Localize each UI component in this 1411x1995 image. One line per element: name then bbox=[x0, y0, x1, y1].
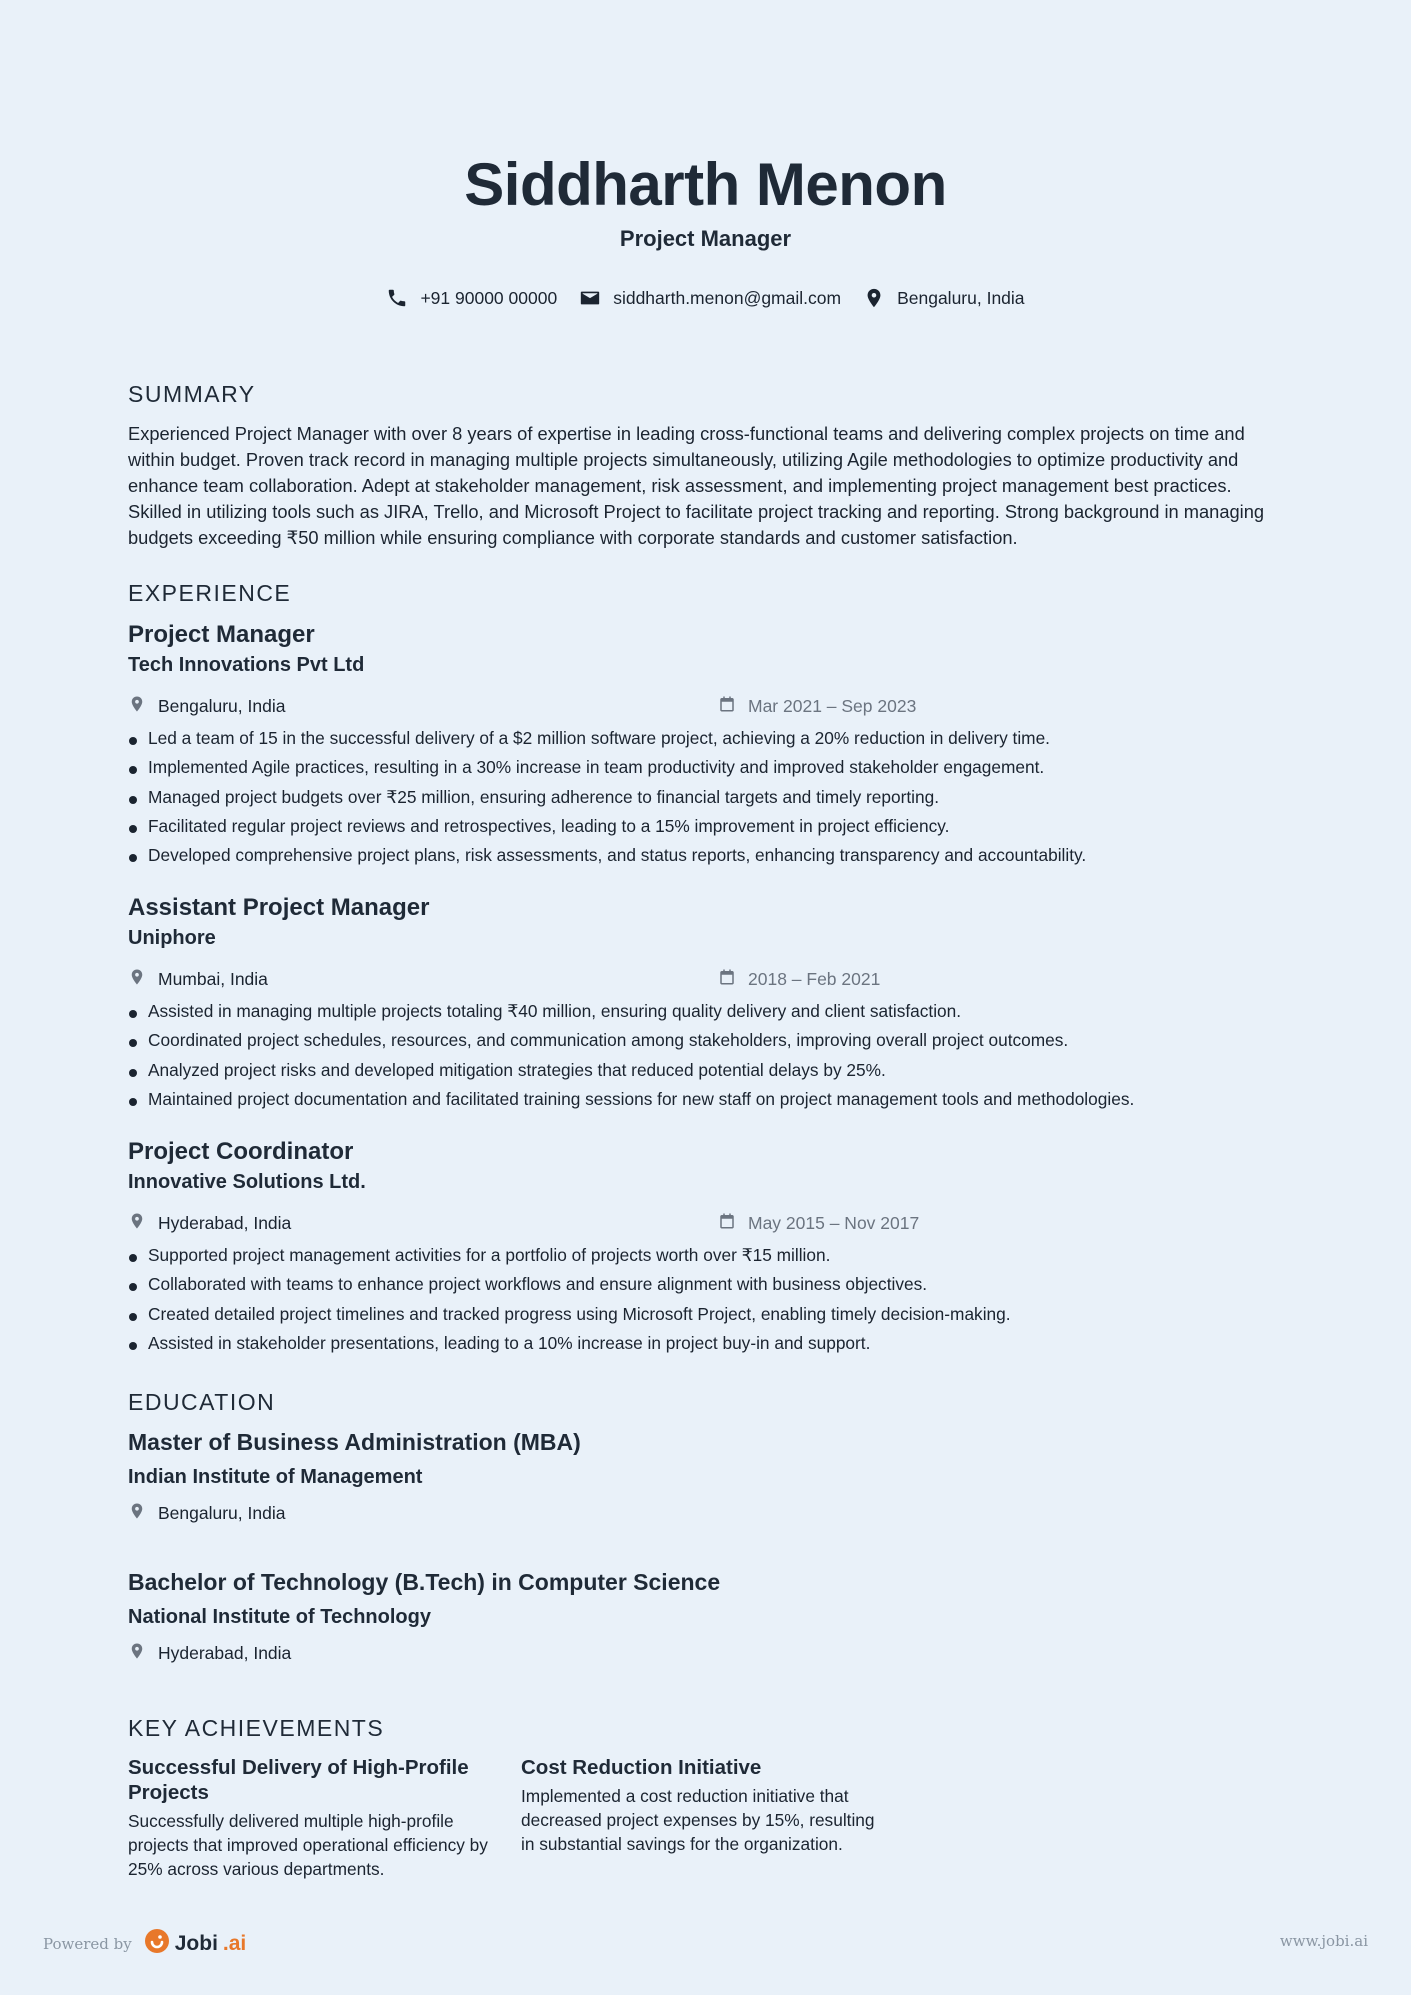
job-meta bbox=[128, 692, 1283, 724]
job-company: Tech Innovations Pvt Ltd bbox=[128, 654, 365, 676]
edu-school: National Institute of Technology bbox=[128, 1606, 431, 1628]
list-item: Led a team of 15 in the successful delivery of a $2 million software project, achieving a 20% reduction in delivery time. bbox=[128, 724, 1283, 753]
email-text: siddharth.menon@gmail.com bbox=[613, 287, 842, 308]
experience-entry bbox=[128, 1138, 1283, 1358]
job-company: Uniphore bbox=[128, 927, 216, 949]
candidate-role: Project Manager bbox=[619, 226, 792, 251]
experience-entry bbox=[128, 621, 1283, 870]
job-dates-text: 2018 – Feb 2021 bbox=[748, 969, 881, 989]
footer-powered-by bbox=[43, 1928, 246, 1960]
edu-degree: Master of Business Administration (MBA) bbox=[128, 1429, 581, 1455]
summary-text: Experienced Project Manager with over 8 years of expertise in leading cross-functional teams and delivering complex projects on time and within budget. Proven track record in managing multiple projects simultaneously, utilizing Agile methodologies to optimize productivity and enhance team collaboration. Adept at stakeholder management, risk assessment, and implementing project management best practices. Skilled in utilizing tools such as JIRA, Trello, and Microsoft Project to facilitate project tracking and reporting. Strong background in managing budgets exceeding ₹50 million while ensuring compliance with corporate standards and customer satisfaction. bbox=[128, 423, 1265, 548]
job-dates-text: May 2015 – Nov 2017 bbox=[748, 1213, 920, 1233]
job-location-text: Mumbai, India bbox=[158, 969, 268, 989]
phone-icon bbox=[386, 287, 408, 309]
education-entry bbox=[128, 1569, 1283, 1666]
achievement-card bbox=[521, 1755, 886, 1856]
candidate-name: Siddharth Menon bbox=[464, 151, 947, 218]
achievement-description: Successfully delivered multiple high-profile projects that improved operational efficiency by 25% across various departments. bbox=[128, 1811, 488, 1879]
list-item: Coordinated project schedules, resources, and communication among stakeholders, improving overall project outcomes. bbox=[128, 1026, 1283, 1055]
job-meta bbox=[128, 965, 1283, 997]
summary-heading: SUMMARY bbox=[128, 381, 256, 407]
jobi-logo[interactable] bbox=[144, 1928, 247, 1960]
experience-entry bbox=[128, 894, 1283, 1114]
location-pin-icon bbox=[128, 1641, 146, 1666]
achievement-description: Implemented a cost reduction initiative that decreased project expenses by 15%, resulting in substantial savings for the organization. bbox=[521, 1786, 875, 1854]
achievement-title: Successful Delivery of High-Profile Projects bbox=[128, 1756, 469, 1804]
job-location bbox=[128, 694, 285, 719]
jobi-brand-main: Jobi bbox=[174, 1932, 218, 1955]
location-pin-icon bbox=[863, 287, 885, 309]
list-item: Managed project budgets over ₹25 million, ensuring adherence to financial targets and timely reporting. bbox=[128, 783, 1283, 812]
contact-phone[interactable] bbox=[386, 287, 557, 309]
job-dates-text: Mar 2021 – Sep 2023 bbox=[748, 696, 917, 716]
job-location bbox=[128, 1211, 291, 1236]
education-entry bbox=[128, 1429, 1283, 1526]
powered-by-text: Powered by bbox=[43, 1935, 132, 1953]
job-title: Project Coordinator bbox=[128, 1138, 354, 1165]
list-item: Collaborated with teams to enhance project workflows and ensure alignment with business objectives. bbox=[128, 1270, 1283, 1299]
job-location bbox=[128, 967, 268, 992]
list-item: Created detailed project timelines and tracked progress using Microsoft Project, enabling timely decision-making. bbox=[128, 1300, 1283, 1329]
job-title: Project Manager bbox=[128, 621, 315, 648]
location-pin-icon bbox=[128, 694, 146, 719]
experience-heading: EXPERIENCE bbox=[128, 580, 292, 606]
resume-page bbox=[128, 0, 1283, 1995]
list-item: Assisted in managing multiple projects totaling ₹40 million, ensuring quality delivery and client satisfaction. bbox=[128, 997, 1283, 1026]
contact-location bbox=[863, 287, 1024, 309]
location-text: Bengaluru, India bbox=[897, 287, 1025, 308]
edu-school: Indian Institute of Management bbox=[128, 1466, 423, 1488]
education-heading: EDUCATION bbox=[128, 1389, 276, 1415]
job-location-text: Hyderabad, India bbox=[158, 1213, 292, 1233]
edu-location-text: Hyderabad, India bbox=[158, 1643, 292, 1663]
job-dates bbox=[718, 694, 916, 719]
job-bullets bbox=[128, 997, 1283, 1114]
job-dates bbox=[718, 967, 880, 992]
list-item: Implemented Agile practices, resulting in a 30% increase in team productivity and improved stakeholder engagement. bbox=[128, 753, 1283, 782]
footer-website[interactable]: www.jobi.ai bbox=[1279, 1932, 1368, 1950]
jobi-brand-suffix: .ai bbox=[222, 1932, 247, 1955]
edu-location-text: Bengaluru, India bbox=[158, 1503, 286, 1523]
location-pin-icon bbox=[128, 1211, 146, 1236]
edu-location bbox=[128, 1641, 1283, 1666]
contact-row bbox=[128, 287, 1283, 309]
job-dates bbox=[718, 1211, 919, 1236]
phone-text: +91 90000 00000 bbox=[420, 287, 558, 308]
location-pin-icon bbox=[128, 967, 146, 992]
job-bullets bbox=[128, 1241, 1283, 1358]
achievement-card bbox=[128, 1755, 493, 1881]
job-location-text: Bengaluru, India bbox=[158, 696, 286, 716]
jobi-logo-icon bbox=[144, 1928, 170, 1960]
mail-icon bbox=[579, 287, 601, 309]
list-item: Supported project management activities for a portfolio of projects worth over ₹15 million. bbox=[128, 1241, 1283, 1270]
list-item: Analyzed project risks and developed mitigation strategies that reduced potential delays by 25%. bbox=[128, 1056, 1283, 1085]
edu-degree: Bachelor of Technology (B.Tech) in Computer Science bbox=[128, 1569, 721, 1595]
list-item: Assisted in stakeholder presentations, leading to a 10% increase in project buy-in and support. bbox=[128, 1329, 1283, 1358]
list-item: Facilitated regular project reviews and retrospectives, leading to a 15% improvement in project efficiency. bbox=[128, 812, 1283, 841]
achievements-heading: KEY ACHIEVEMENTS bbox=[128, 1715, 385, 1741]
contact-email[interactable] bbox=[579, 287, 841, 309]
list-item: Maintained project documentation and facilitated training sessions for new staff on project management tools and methodologies. bbox=[128, 1085, 1283, 1114]
job-bullets bbox=[128, 724, 1283, 870]
job-company: Innovative Solutions Ltd. bbox=[128, 1171, 366, 1193]
job-title: Assistant Project Manager bbox=[128, 894, 430, 921]
edu-location bbox=[128, 1501, 1283, 1526]
list-item: Developed comprehensive project plans, risk assessments, and status reports, enhancing transparency and accountability. bbox=[128, 841, 1283, 870]
calendar-icon bbox=[718, 1211, 736, 1236]
calendar-icon bbox=[718, 694, 736, 719]
location-pin-icon bbox=[128, 1501, 146, 1526]
achievement-title: Cost Reduction Initiative bbox=[521, 1756, 762, 1779]
calendar-icon bbox=[718, 967, 736, 992]
job-meta bbox=[128, 1209, 1283, 1241]
